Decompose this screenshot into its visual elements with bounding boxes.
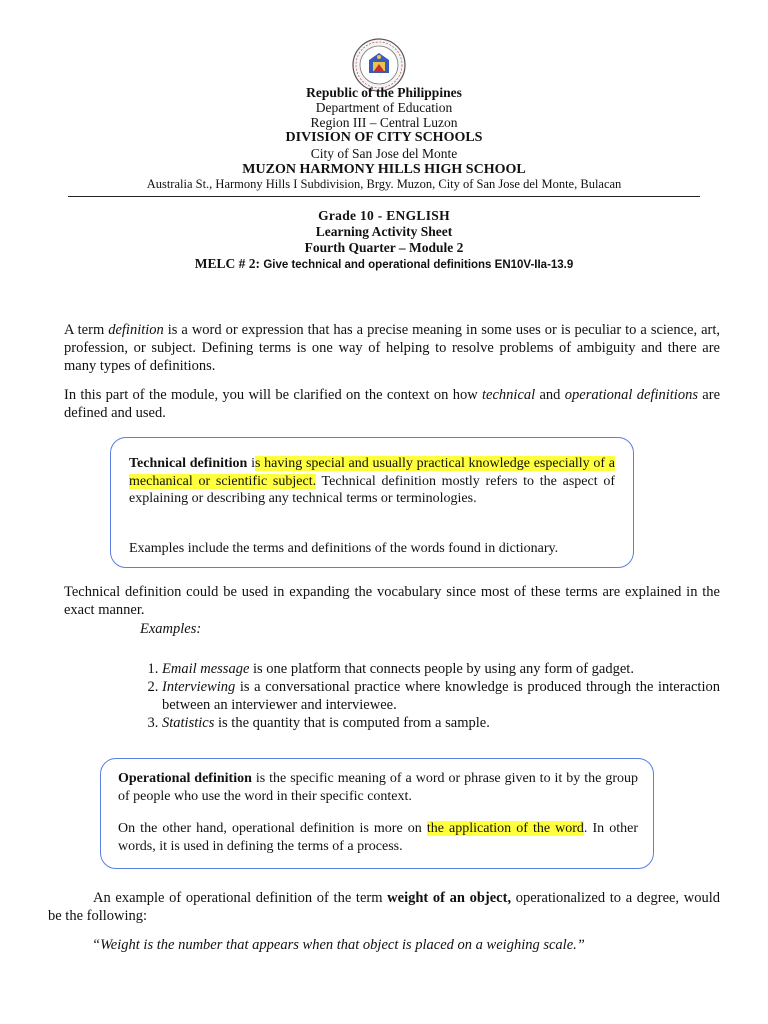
weight-quote: “Weight is the number that appears when that object is placed on a weighing scale.” xyxy=(92,937,585,953)
intro-paragraph-2: In this part of the module, you will be clarified on the context on how technical and operational definitions are defined and used. xyxy=(64,387,721,421)
header-division: DIVISION OF CITY SCHOOLS xyxy=(285,130,483,145)
operational-application-text: On the other hand, operational definition is more on the application of the word. In other words, it is used in defining the terms of a process. xyxy=(118,821,638,854)
header-school: MUZON HARMONY HILLS HIGH SCHOOL xyxy=(242,162,526,177)
technical-definition-text: Technical definition is having special and usually practical knowledge especially of a mechanical or scientific subject. Technical definition mostly refers to the aspect of explaining or describing any technical terms or terminologies. xyxy=(129,456,616,506)
intro-paragraph-1: A term definition is a word or expression that has a precise meaning in some uses or is peculiar to a science, art, profession, or subject. Defining terms is one way of helping to resolve problems of ambiguity and there are many types of definitions. xyxy=(64,322,721,374)
header-divider xyxy=(68,196,700,197)
list-item: 1. Email message is one platform that connects people by using any form of gadget. xyxy=(162,660,720,678)
melc-text: Give technical and operational definitions EN10V-IIa-13.9 xyxy=(263,259,574,271)
sheet-title: Learning Activity Sheet xyxy=(315,224,453,239)
operational-example-paragraph: An example of operational definition of the term weight of an object, operationalized to a degree, would be the following: xyxy=(48,890,720,924)
examples-label: Examples: xyxy=(140,621,202,637)
operational-definition-text: Operational definition is the specific meaning of a word or phrase given to it by the group of people who use the word in their specific context. xyxy=(118,771,638,804)
header-address: Australia St., Harmony Hills I Subdivision, Brgy. Muzon, City of San Jose del Monte, Bulacan xyxy=(146,177,622,191)
header-republic: Republic of the Philippines xyxy=(306,85,462,100)
list-item: 2. Interviewing is a conversational practice where knowledge is produced through the interaction between an interviewer and interviewee. xyxy=(162,678,720,714)
header-city: City of San Jose del Monte xyxy=(310,146,458,161)
technical-usage-paragraph: Technical definition could be used in expanding the vocabulary since most of these terms are explained in the exact manner. xyxy=(64,584,720,618)
quarter-title: Fourth Quarter – Module 2 xyxy=(304,240,464,255)
technical-examples-note: Examples include the terms and definitions of the words found in dictionary. xyxy=(129,541,559,556)
header-region: Region III – Central Luzon xyxy=(310,115,458,130)
grade-title: Grade 10 - ENGLISH xyxy=(318,208,450,223)
examples-list xyxy=(140,660,720,732)
melc-label: MELC # 2: xyxy=(194,256,260,271)
melc-line xyxy=(0,256,768,273)
list-item: 3. Statistics is the quantity that is computed from a sample. xyxy=(162,714,720,732)
deped-seal-logo xyxy=(352,38,406,92)
header-department: Department of Education xyxy=(315,100,453,115)
